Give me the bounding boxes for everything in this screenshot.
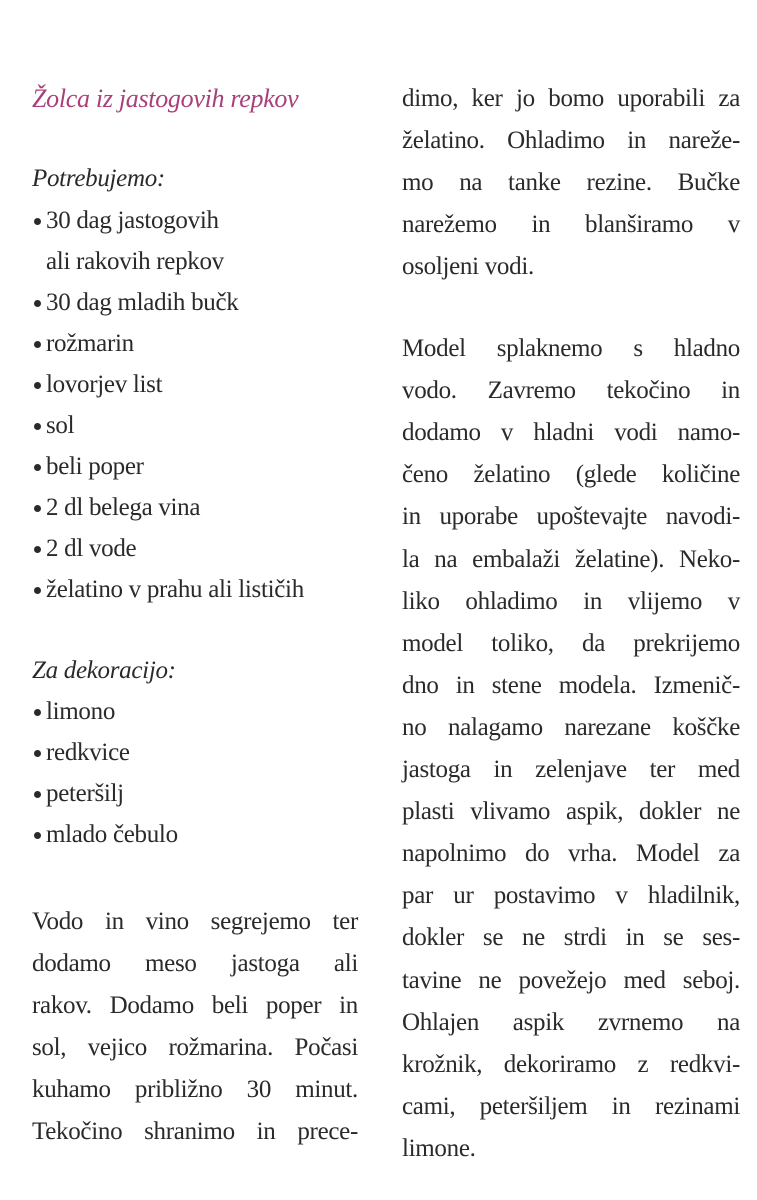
ingredient-item-continued: ali rakovih repkov: [46, 248, 224, 275]
decoration-item: limono: [32, 697, 115, 727]
ingredient-item: lovorjev list: [32, 370, 162, 400]
paragraph-line: Tekočino shranimo in prece-: [32, 1118, 358, 1145]
decoration-item: peteršilj: [32, 779, 124, 809]
paragraph-line: kuhamo približno 30 minut.: [32, 1076, 358, 1103]
paragraph-line: dodamo v hladni vodi namo-: [402, 419, 740, 447]
paragraph-line: sol, vejico rožmarina. Počasi: [32, 1034, 358, 1061]
paragraph-line: osoljeni vodi.: [402, 253, 534, 280]
paragraph-line: la na embalaži želatine). Neko-: [402, 545, 740, 573]
paragraph-line: rakov. Dodamo beli poper in: [32, 992, 358, 1019]
ingredient-item: 2 dl vode: [32, 534, 136, 564]
paragraph-line: in uporabe upoštevajte navodi-: [402, 503, 740, 531]
paragraph-line: liko ohladimo in vlijemo v: [402, 587, 740, 615]
paragraph-line: čeno želatino (glede količine: [402, 461, 740, 489]
paragraph-line: vodo. Zavremo tekočino in: [402, 377, 740, 405]
ingredient-item: 30 dag mladih bučk: [32, 288, 238, 318]
ingredient-item: sol: [32, 411, 74, 441]
paragraph-line: limone.: [402, 1134, 476, 1162]
decoration-item: redkvice: [32, 738, 130, 768]
paragraph-line: želatino. Ohladimo in nareže-: [402, 127, 740, 154]
paragraph-line: Ohlajen aspik zvrnemo na: [402, 1008, 740, 1036]
decoration-heading: Za dekoracijo:: [32, 657, 176, 684]
ingredients-heading: Potrebujemo:: [32, 165, 165, 192]
paragraph-line: dodamo meso jastoga ali: [32, 950, 358, 977]
paragraph-line: model toliko, da prekrijemo: [402, 629, 740, 657]
paragraph-line: no nalagamo narezane koščke: [402, 713, 740, 741]
ingredient-item: 30 dag jastogovih: [32, 206, 219, 236]
recipe-title: Žolca iz jastogovih repkov: [32, 84, 299, 113]
paragraph-line: par ur postavimo v hladilnik,: [402, 882, 740, 910]
paragraph-line: dno in stene modela. Izmenič-: [402, 671, 740, 699]
paragraph-line: mo na tanke rezine. Bučke: [402, 169, 740, 196]
paragraph-line: jastoga in zelenjave ter med: [402, 756, 740, 783]
paragraph-line: tavine ne povežejo med seboj.: [402, 966, 740, 994]
paragraph-line: plasti vlivamo aspik, dokler ne: [402, 798, 740, 826]
paragraph-line: cami, peteršiljem in rezinami: [402, 1092, 740, 1120]
paragraph-line: Vodo in vino segrejemo ter: [32, 908, 358, 935]
paragraph-line: Model splaknemo s hladno: [402, 335, 740, 362]
paragraph-line: napolnimo do vrha. Model za: [402, 840, 740, 868]
paragraph-line: krožnik, dekoriramo z redkvi-: [402, 1050, 740, 1078]
ingredient-item: rožmarin: [32, 329, 134, 359]
paragraph-line: dimo, ker jo bomo uporabili za: [402, 85, 740, 112]
ingredient-item: želatino v prahu ali lističih: [32, 575, 304, 605]
paragraph-line: narežemo in blanširamo v: [402, 211, 740, 238]
paragraph-line: dokler se ne strdi in se ses-: [402, 924, 740, 952]
decoration-item: mlado čebulo: [32, 820, 178, 850]
ingredient-item: 2 dl belega vina: [32, 493, 200, 523]
ingredient-item: beli poper: [32, 452, 144, 482]
